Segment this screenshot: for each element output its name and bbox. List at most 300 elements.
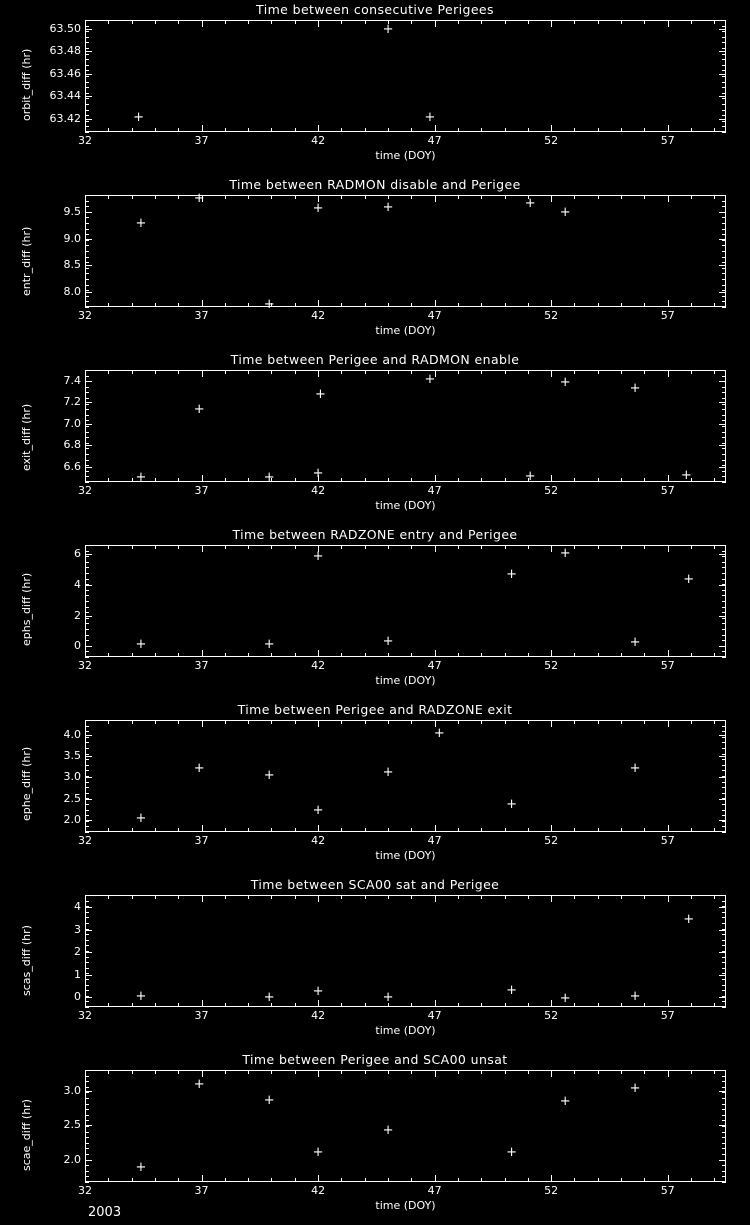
axis-tick-major <box>202 895 203 902</box>
axis-tick-major <box>85 402 92 403</box>
axis-tick <box>574 720 575 724</box>
axis-tick <box>722 460 726 461</box>
axis-tick <box>691 20 692 24</box>
axis-tick-major <box>719 402 726 403</box>
axis-tick <box>341 720 342 724</box>
axis-tick <box>178 1178 179 1182</box>
axis-tick <box>722 579 726 580</box>
axis-tick <box>621 128 622 132</box>
axis-tick <box>85 471 89 472</box>
axis-tick <box>621 720 622 724</box>
axis-tick <box>481 20 482 24</box>
axis-tick <box>155 478 156 482</box>
axis-tick <box>108 545 109 549</box>
axis-tick-major <box>202 1070 203 1077</box>
axis-tick <box>598 653 599 657</box>
axis-tick <box>722 917 726 918</box>
x-tick-label: 52 <box>544 659 559 672</box>
axis-tick <box>722 545 726 546</box>
chart-title: Time between Perigee and RADZONE exit <box>237 702 513 717</box>
x-tick-label: 47 <box>427 834 442 847</box>
axis-tick-major <box>318 370 319 377</box>
axis-tick-major <box>551 545 552 552</box>
axis-tick <box>722 195 726 196</box>
axis-tick <box>722 223 726 224</box>
axis-tick <box>85 934 89 935</box>
axis-tick <box>85 392 89 393</box>
axis-tick <box>722 1104 726 1105</box>
axis-tick <box>85 240 89 241</box>
x-tick-label: 37 <box>194 659 209 672</box>
axis-tick <box>722 206 726 207</box>
axis-tick-major <box>719 777 726 778</box>
axis-tick <box>528 720 529 724</box>
axis-tick-major <box>85 820 92 821</box>
axis-tick <box>341 370 342 374</box>
axis-tick <box>365 1070 366 1074</box>
axis-tick <box>481 303 482 307</box>
data-point-marker: + <box>683 911 695 927</box>
y-tick-label: 4 <box>74 577 81 591</box>
y-tick-label: 7.2 <box>63 395 81 409</box>
axis-tick-major <box>85 1091 92 1092</box>
axis-tick <box>295 128 296 132</box>
x-axis-label: time (DOY) <box>375 674 436 687</box>
axis-tick <box>178 895 179 899</box>
axis-tick <box>388 653 389 657</box>
x-tick-label: 47 <box>427 1009 442 1022</box>
axis-tick <box>722 770 726 771</box>
axis-tick <box>458 20 459 24</box>
x-tick-label: 57 <box>660 1009 675 1022</box>
axis-tick <box>722 720 726 721</box>
axis-tick <box>621 1070 622 1074</box>
axis-tick <box>574 195 575 199</box>
axis-tick <box>85 115 89 116</box>
axis-tick <box>481 720 482 724</box>
x-axis-label: time (DOY) <box>375 1199 436 1212</box>
axis-tick <box>225 128 226 132</box>
chart-panel <box>0 0 750 175</box>
axis-tick-major <box>202 650 203 657</box>
axis-tick <box>248 370 249 374</box>
x-tick-label: 32 <box>78 484 92 497</box>
axis-tick <box>85 262 89 263</box>
axis-tick <box>341 545 342 549</box>
axis-tick <box>598 195 599 199</box>
x-tick-label: 47 <box>427 134 442 147</box>
axis-tick <box>155 720 156 724</box>
axis-tick <box>155 545 156 549</box>
axis-tick <box>505 195 506 199</box>
axis-tick <box>85 832 89 833</box>
axis-tick-major <box>668 300 669 307</box>
axis-tick <box>722 651 726 652</box>
axis-tick <box>722 562 726 563</box>
x-tick-label: 52 <box>544 134 559 147</box>
axis-tick <box>722 1070 726 1071</box>
axis-tick <box>85 476 89 477</box>
axis-tick <box>722 404 726 405</box>
axis-tick <box>341 895 342 899</box>
axis-tick <box>598 720 599 724</box>
axis-tick <box>722 810 726 811</box>
x-tick-label: 52 <box>544 1184 559 1197</box>
axis-tick <box>722 76 726 77</box>
axis-tick-major <box>435 825 436 832</box>
data-point-marker: + <box>382 634 394 650</box>
axis-tick <box>155 895 156 899</box>
axis-tick <box>598 478 599 482</box>
axis-tick <box>248 303 249 307</box>
axis-tick <box>295 1178 296 1182</box>
axis-tick <box>411 128 412 132</box>
axis-tick <box>722 754 726 755</box>
axis-tick <box>722 1165 726 1166</box>
y-tick-label: 6 <box>74 547 81 561</box>
axis-tick <box>458 1003 459 1007</box>
axis-tick <box>574 478 575 482</box>
x-tick-label: 37 <box>194 484 209 497</box>
axis-tick <box>85 251 89 252</box>
y-axis-label: ephe_diff (hr) <box>20 746 33 821</box>
axis-tick <box>714 303 715 307</box>
axis-tick <box>85 398 89 399</box>
axis-tick <box>505 128 506 132</box>
axis-tick <box>85 307 89 308</box>
axis-tick-major <box>202 1175 203 1182</box>
y-axis-label: exit_diff (hr) <box>20 403 33 471</box>
axis-tick <box>85 595 89 596</box>
axis-tick <box>85 301 89 302</box>
axis-tick-major <box>85 907 92 908</box>
axis-tick <box>85 737 89 738</box>
axis-tick <box>341 1178 342 1182</box>
axis-tick-major <box>85 585 92 586</box>
axis-tick <box>722 409 726 410</box>
axis-tick <box>458 1178 459 1182</box>
axis-tick-major <box>435 195 436 202</box>
axis-tick <box>722 815 726 816</box>
axis-tick <box>481 195 482 199</box>
axis-tick <box>85 1070 89 1071</box>
axis-tick <box>722 398 726 399</box>
axis-tick <box>528 20 529 24</box>
axis-tick <box>722 737 726 738</box>
axis-tick <box>691 1003 692 1007</box>
axis-tick <box>644 545 645 549</box>
axis-tick <box>295 303 296 307</box>
axis-tick <box>722 290 726 291</box>
axis-tick-major <box>318 720 319 727</box>
axis-tick <box>722 370 726 371</box>
axis-tick <box>722 590 726 591</box>
axis-tick-major <box>85 616 92 617</box>
axis-tick-major <box>318 1175 319 1182</box>
data-point-marker: + <box>506 1144 517 1160</box>
axis-tick <box>388 128 389 132</box>
axis-tick <box>722 82 726 83</box>
axis-tick <box>722 1176 726 1177</box>
x-tick-label: 52 <box>544 834 559 847</box>
axis-tick <box>722 1092 726 1093</box>
chart-panel <box>0 350 750 525</box>
axis-tick <box>341 303 342 307</box>
axis-tick <box>574 895 575 899</box>
axis-tick-major <box>668 720 669 727</box>
axis-tick-major <box>435 650 436 657</box>
axis-tick-major <box>202 545 203 552</box>
axis-tick-major <box>202 20 203 27</box>
x-tick-label: 47 <box>427 659 442 672</box>
axis-tick <box>365 720 366 724</box>
axis-tick-major <box>318 1000 319 1007</box>
axis-tick <box>108 1070 109 1074</box>
axis-tick <box>271 128 272 132</box>
axis-tick <box>481 1070 482 1074</box>
axis-tick <box>178 20 179 24</box>
x-tick-label: 57 <box>660 484 675 497</box>
axis-tick-major <box>668 825 669 832</box>
axis-tick <box>722 437 726 438</box>
axis-tick-major <box>719 930 726 931</box>
axis-tick <box>85 296 89 297</box>
axis-tick-major <box>435 125 436 132</box>
axis-tick <box>691 1070 692 1074</box>
x-tick-label: 32 <box>78 309 92 322</box>
axis-tick <box>85 229 89 230</box>
x-axis-label: time (DOY) <box>375 1024 436 1037</box>
axis-tick <box>458 370 459 374</box>
axis-tick <box>365 895 366 899</box>
axis-tick <box>574 653 575 657</box>
axis-tick-major <box>318 20 319 27</box>
axis-tick <box>411 1003 412 1007</box>
chart-panel <box>0 525 750 700</box>
data-point-marker: + <box>424 371 436 387</box>
data-point-marker: + <box>424 110 436 125</box>
axis-tick <box>722 98 726 99</box>
axis-tick <box>85 1137 89 1138</box>
axis-tick <box>85 940 89 941</box>
x-tick-label: 52 <box>544 484 559 497</box>
data-point-marker: + <box>135 810 147 826</box>
y-tick-label: 8.0 <box>63 285 81 299</box>
axis-tick-major <box>551 20 552 27</box>
chart-title: Time between Perigee and SCA00 unsat <box>242 1052 508 1067</box>
axis-tick <box>85 70 89 71</box>
axis-tick <box>132 370 133 374</box>
axis-tick <box>722 1137 726 1138</box>
x-tick-label: 37 <box>194 309 209 322</box>
axis-tick <box>365 370 366 374</box>
axis-tick-major <box>202 125 203 132</box>
data-point-marker: + <box>263 990 275 1006</box>
axis-tick <box>722 957 726 958</box>
axis-tick <box>295 20 296 24</box>
axis-tick <box>722 301 726 302</box>
x-tick-label: 42 <box>311 309 326 322</box>
axis-tick-major <box>668 475 669 482</box>
axis-tick-major <box>719 820 726 821</box>
axis-tick <box>248 828 249 832</box>
axis-tick <box>691 303 692 307</box>
y-axis-label: ephs_diff (hr) <box>20 572 33 646</box>
axis-tick <box>644 720 645 724</box>
axis-tick <box>85 815 89 816</box>
axis-tick <box>341 20 342 24</box>
axis-tick <box>85 923 89 924</box>
axis-tick <box>714 20 715 24</box>
axis-tick-major <box>719 1160 726 1161</box>
axis-tick <box>621 478 622 482</box>
axis-tick <box>621 20 622 24</box>
axis-tick-major <box>719 997 726 998</box>
axis-tick <box>85 1109 89 1110</box>
axis-tick <box>85 979 89 980</box>
axis-tick <box>722 20 726 21</box>
axis-tick <box>248 545 249 549</box>
axis-tick <box>722 629 726 630</box>
axis-tick <box>178 128 179 132</box>
axis-tick-major <box>85 445 92 446</box>
axis-tick <box>365 1003 366 1007</box>
axis-tick <box>722 1143 726 1144</box>
axis-tick <box>85 1143 89 1144</box>
axis-tick <box>722 110 726 111</box>
y-tick-label: 7.4 <box>63 373 81 387</box>
y-tick-label: 8.5 <box>63 258 81 272</box>
axis-tick-major <box>719 424 726 425</box>
axis-tick <box>598 370 599 374</box>
axis-tick <box>108 478 109 482</box>
axis-tick <box>85 968 89 969</box>
axis-tick <box>225 370 226 374</box>
axis-tick <box>505 653 506 657</box>
axis-tick <box>644 20 645 24</box>
axis-tick <box>722 262 726 263</box>
axis-tick <box>691 720 692 724</box>
axis-tick <box>574 545 575 549</box>
y-tick-label: 63.50 <box>49 21 81 35</box>
axis-tick <box>722 432 726 433</box>
axis-tick <box>621 653 622 657</box>
axis-tick <box>85 76 89 77</box>
data-point-marker: + <box>263 469 275 485</box>
x-tick-label: 57 <box>660 309 675 322</box>
axis-tick <box>155 195 156 199</box>
axis-tick <box>85 726 89 727</box>
chart-panel <box>0 1050 750 1225</box>
axis-tick-major <box>719 907 726 908</box>
axis-tick-major <box>719 616 726 617</box>
axis-tick <box>714 1070 715 1074</box>
axis-tick <box>85 742 89 743</box>
data-point-marker: + <box>263 768 275 784</box>
x-tick-label: 37 <box>194 134 209 147</box>
axis-tick <box>722 985 726 986</box>
y-tick-label: 3.5 <box>63 749 81 763</box>
axis-tick-major <box>202 370 203 377</box>
axis-tick <box>722 782 726 783</box>
data-point-marker: + <box>524 468 536 484</box>
axis-tick <box>85 48 89 49</box>
axis-tick <box>722 234 726 235</box>
axis-tick <box>722 426 726 427</box>
axis-tick <box>722 48 726 49</box>
axis-tick-major <box>318 895 319 902</box>
x-tick-label: 32 <box>78 1184 92 1197</box>
axis-tick <box>85 731 89 732</box>
axis-tick <box>722 556 726 557</box>
axis-tick-major <box>435 1070 436 1077</box>
axis-tick <box>714 478 715 482</box>
axis-tick <box>271 1178 272 1182</box>
axis-tick <box>722 115 726 116</box>
axis-tick <box>722 923 726 924</box>
axis-tick <box>295 370 296 374</box>
data-point-marker: + <box>506 566 517 582</box>
axis-tick-major <box>668 1000 669 1007</box>
axis-tick <box>722 901 726 902</box>
axis-tick <box>132 303 133 307</box>
axis-tick-major <box>435 300 436 307</box>
axis-tick <box>248 720 249 724</box>
axis-tick <box>481 128 482 132</box>
y-tick-label: 2 <box>74 945 81 959</box>
axis-tick <box>341 128 342 132</box>
axis-tick <box>155 20 156 24</box>
axis-tick <box>644 895 645 899</box>
x-tick-label: 57 <box>660 1184 675 1197</box>
axis-tick-major <box>719 646 726 647</box>
axis-tick <box>722 415 726 416</box>
axis-tick <box>722 601 726 602</box>
axis-tick <box>481 828 482 832</box>
axis-tick <box>85 82 89 83</box>
data-point-marker: + <box>629 1081 641 1097</box>
axis-tick <box>85 759 89 760</box>
axis-tick <box>722 635 726 636</box>
axis-tick <box>722 454 726 455</box>
axis-tick <box>505 1070 506 1074</box>
axis-tick <box>85 285 89 286</box>
x-tick-label: 52 <box>544 1009 559 1022</box>
axis-tick <box>85 765 89 766</box>
axis-tick <box>271 545 272 549</box>
y-tick-label: 3.0 <box>63 770 81 784</box>
axis-tick <box>85 245 89 246</box>
axis-tick <box>722 1001 726 1002</box>
axis-tick <box>85 37 89 38</box>
axis-tick-major <box>719 292 726 293</box>
axis-tick <box>108 303 109 307</box>
data-point-marker: + <box>193 760 205 776</box>
axis-tick <box>574 20 575 24</box>
axis-tick <box>528 653 529 657</box>
axis-tick <box>85 793 89 794</box>
axis-tick <box>85 1165 89 1166</box>
axis-tick <box>178 545 179 549</box>
axis-tick <box>411 828 412 832</box>
axis-tick <box>458 128 459 132</box>
axis-tick <box>108 1003 109 1007</box>
axis-tick <box>644 1003 645 1007</box>
axis-tick <box>481 1003 482 1007</box>
axis-tick <box>722 1087 726 1088</box>
axis-tick <box>85 957 89 958</box>
axis-tick <box>722 731 726 732</box>
